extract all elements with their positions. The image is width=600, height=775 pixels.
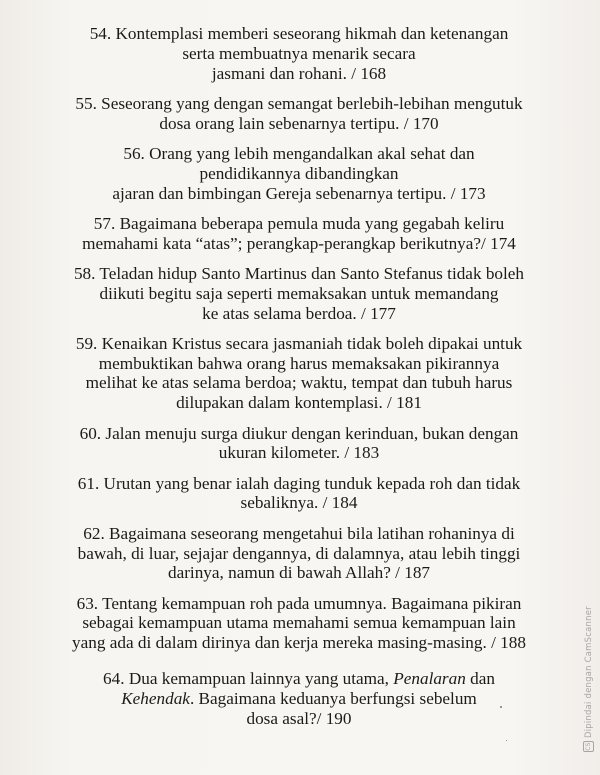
entry-line: diikuti begitu saja seperti memaksakan untuk memandang — [99, 283, 499, 303]
entry-line: 62. Bagaimana seseorang mengetahui bila latihan rohaninya di — [83, 523, 515, 543]
watermark-text: Dipindai dengan CamScanner — [584, 606, 594, 738]
entry-line — [34, 669, 564, 689]
entry-line: bawah, di luar, sejajar dengannya, di dalamnya, atau lebih tinggi — [77, 543, 521, 563]
scan-speck — [500, 706, 502, 708]
entry-line: darinya, namun di bawah Allah? / 187 — [167, 563, 431, 583]
table-of-contents — [34, 24, 564, 739]
toc-entry-57 — [34, 214, 564, 254]
entry-line: sebaliknya. / 184 — [240, 493, 358, 513]
entry-text: 64. Dua kemampuan lainnya yang utama, — [103, 669, 394, 689]
toc-entry-59 — [34, 334, 564, 413]
toc-entry-63 — [34, 594, 564, 653]
toc-entry-61 — [34, 474, 564, 514]
entry-text: dan — [465, 669, 495, 689]
entry-line: pendidikannya dibandingkan — [199, 163, 399, 183]
italic-term: Kehendak — [121, 688, 190, 708]
entry-line: 58. Teladan hidup Santo Martinus dan Santo Stefanus tidak boleh — [73, 263, 525, 283]
entry-line — [34, 689, 564, 709]
toc-entry-62 — [34, 524, 564, 583]
entry-line: serta membuatnya menarik secara — [182, 43, 416, 63]
toc-entry-60 — [34, 424, 564, 464]
entry-line: dilupakan dalam kontemplasi. / 181 — [176, 393, 422, 413]
entry-line: 57. Bagaimana beberapa pemula muda yang gegabah keliru — [93, 213, 505, 233]
entry-line: sebagai kemampuan utama memahami semua kemampuan lain — [82, 613, 516, 633]
toc-entry-56 — [34, 144, 564, 203]
entry-line: 56. Orang yang lebih mengandalkan akal sehat dan — [123, 143, 475, 163]
entry-line: membuktikan bahwa orang harus memaksakan pikirannya — [98, 353, 500, 373]
entry-line: ajaran dan bimbingan Gereja sebenarnya tertipu. / 173 — [112, 183, 486, 203]
toc-entry-64 — [34, 669, 564, 728]
toc-entry-54 — [34, 24, 564, 83]
camscanner-icon: CS — [585, 742, 592, 751]
entry-line: ke atas selama berdoa. / 177 — [202, 303, 396, 323]
entry-line: memahami kata “atas”; perangkap-perangkap berikutnya?/ 174 — [82, 233, 516, 253]
entry-text: dosa asal?/ 190 — [246, 708, 352, 728]
entry-line: ukuran kilometer. / 183 — [218, 443, 380, 463]
entry-line: 61. Urutan yang benar ialah daging tunduk kepada roh dan tidak — [77, 473, 521, 493]
entry-line: 54. Kontemplasi memberi seseorang hikmah dan ketenangan — [89, 24, 509, 43]
entry-line: 63. Tentang kemampuan roh pada umumnya. Bagaimana pikiran — [76, 593, 522, 613]
entry-line: melihat ke atas selama berdoa; waktu, tempat dan tubuh harus — [85, 373, 513, 393]
entry-line: 55. Seseorang yang dengan semangat berlebih-lebihan mengutuk — [75, 93, 523, 113]
entry-line: 59. Kenaikan Kristus secara jasmaniah tidak boleh dipakai untuk — [75, 333, 523, 353]
entry-text: . Bagaimana keduanya berfungsi sebelum — [189, 688, 477, 708]
entry-line: 60. Jalan menuju surga diukur dengan kerinduan, bukan dengan — [79, 423, 519, 443]
italic-term: Penalaran — [393, 669, 466, 689]
toc-entry-55 — [34, 94, 564, 134]
entry-line — [34, 709, 564, 729]
scanner-watermark — [583, 606, 594, 752]
toc-entry-58 — [34, 264, 564, 323]
entry-line: yang ada di dalam dirinya dan kerja mereka masing-masing. / 188 — [72, 633, 526, 653]
entry-line: jasmani dan rohani. / 168 — [211, 63, 387, 83]
scan-speck — [506, 740, 507, 741]
entry-line: dosa orang lain sebenarnya tertipu. / 170 — [159, 113, 439, 133]
